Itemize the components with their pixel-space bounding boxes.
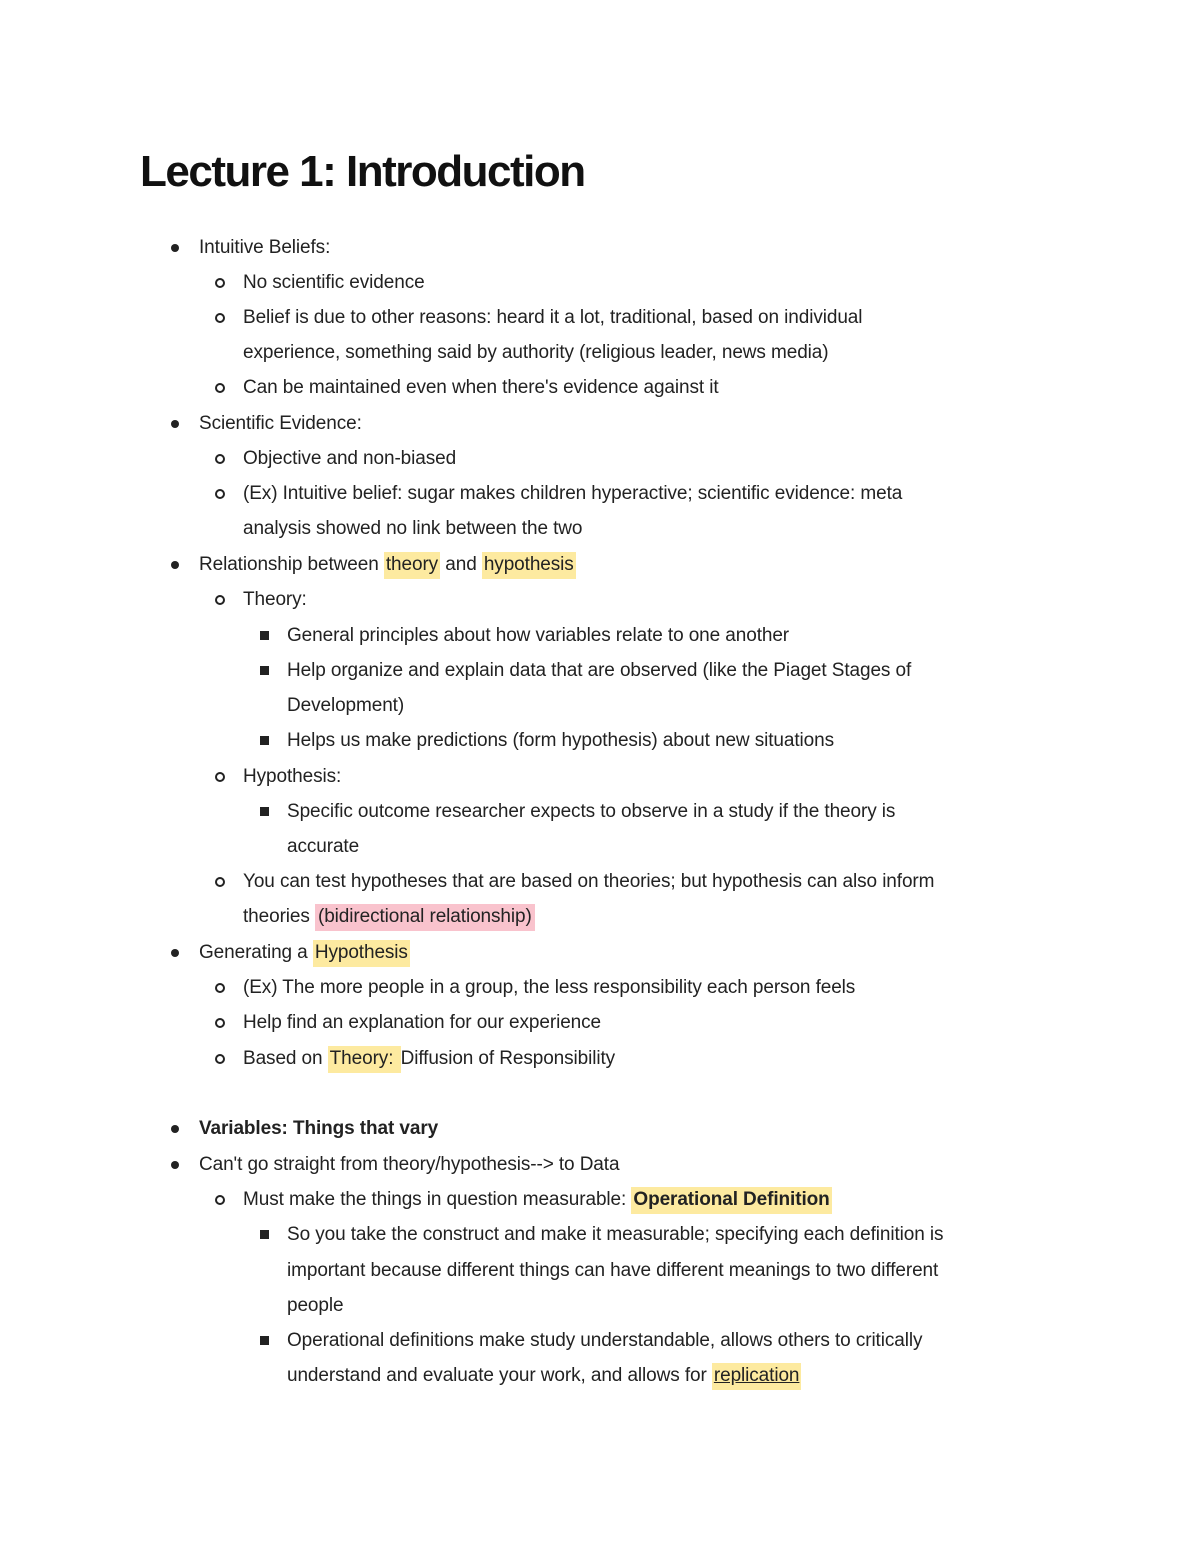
list-item: No scientific evidence — [243, 272, 425, 293]
list-item: Theory: — [243, 589, 307, 610]
circle-bullet-icon — [215, 454, 225, 464]
list-item: So you take the construct and make it measurable; specifying each definition is — [287, 1224, 944, 1245]
bullet-icon — [171, 1161, 179, 1169]
highlight-hypothesis: Hypothesis — [313, 940, 410, 967]
list-item: Objective and non-biased — [243, 448, 457, 469]
list-item: Variables: Things that vary — [199, 1118, 439, 1139]
square-bullet-icon — [260, 736, 269, 745]
square-bullet-icon — [260, 1336, 269, 1345]
list-item-continuation: Development) — [287, 695, 405, 716]
list-item: Help organize and explain data that are observed (like the Piaget Stages of — [287, 660, 912, 681]
square-bullet-icon — [260, 631, 269, 640]
list-item: Operational definitions make study understandable, allows others to critically — [287, 1330, 923, 1351]
square-bullet-icon — [260, 1230, 269, 1239]
list-item: Scientific Evidence: — [199, 413, 362, 434]
highlight-replication-link[interactable]: replication — [712, 1363, 802, 1390]
bullet-icon — [171, 1125, 179, 1133]
circle-bullet-icon — [215, 983, 225, 993]
list-item: Specific outcome researcher expects to observe in a study if the theory is — [287, 801, 896, 822]
list-item: (Ex) The more people in a group, the less responsibility each person feels — [243, 977, 856, 998]
page-title: Lecture 1: Introduction — [140, 147, 585, 196]
list-item-continuation — [287, 1358, 801, 1393]
circle-bullet-icon — [215, 595, 225, 605]
list-item: Help find an explanation for our experience — [243, 1012, 601, 1033]
list-item: Hypothesis: — [243, 766, 342, 787]
list-item-continuation: accurate — [287, 836, 360, 857]
list-item — [199, 547, 576, 582]
circle-bullet-icon — [215, 772, 225, 782]
text: understand and evaluate your work, and allows for — [287, 1365, 712, 1386]
text: Generating a — [199, 942, 313, 963]
text: Diffusion of Responsibility — [400, 1048, 616, 1069]
circle-bullet-icon — [215, 1195, 225, 1205]
text: Based on — [243, 1048, 328, 1069]
square-bullet-icon — [260, 666, 269, 675]
circle-bullet-icon — [215, 1018, 225, 1028]
text: Must make the things in question measurable: — [243, 1189, 632, 1210]
circle-bullet-icon — [215, 278, 225, 288]
list-item — [243, 1041, 615, 1076]
text: and — [440, 554, 482, 575]
circle-bullet-icon — [215, 489, 225, 499]
list-item: (Ex) Intuitive belief: sugar makes children hyperactive; scientific evidence: meta — [243, 483, 903, 504]
list-item-continuation: analysis showed no link between the two — [243, 518, 583, 539]
square-bullet-icon — [260, 807, 269, 816]
list-item: Intuitive Beliefs: — [199, 237, 331, 258]
highlight-theory: theory — [384, 552, 440, 579]
text: theories — [243, 906, 315, 927]
list-item: You can test hypotheses that are based on theories; but hypothesis can also inform — [243, 871, 935, 892]
highlight-hypothesis: hypothesis — [482, 552, 576, 579]
list-item: General principles about how variables relate to one another — [287, 625, 790, 646]
circle-bullet-icon — [215, 383, 225, 393]
bullet-icon — [171, 949, 179, 957]
highlight-bidirectional: (bidirectional relationship) — [315, 904, 535, 931]
circle-bullet-icon — [215, 313, 225, 323]
list-item-continuation: experience, something said by authority (religious leader, news media) — [243, 342, 829, 363]
bullet-icon — [171, 561, 179, 569]
text: Relationship between — [199, 554, 384, 575]
list-item: Helps us make predictions (form hypothesis) about new situations — [287, 730, 834, 751]
list-item-continuation — [243, 899, 535, 934]
list-item-continuation: important because different things can have different meanings to two different — [287, 1260, 939, 1281]
circle-bullet-icon — [215, 877, 225, 887]
list-item: Can't go straight from theory/hypothesis--> to Data — [199, 1154, 620, 1175]
bullet-icon — [171, 244, 179, 252]
bullet-icon — [171, 420, 179, 428]
highlight-theory: Theory: — [328, 1046, 401, 1073]
list-item: Belief is due to other reasons: heard it a lot, traditional, based on individual — [243, 307, 863, 328]
circle-bullet-icon — [215, 1054, 225, 1064]
list-item-continuation: people — [287, 1295, 344, 1316]
list-item — [243, 1182, 832, 1217]
list-item — [199, 935, 410, 970]
highlight-operational-definition: Operational Definition — [631, 1187, 831, 1214]
list-item: Can be maintained even when there's evidence against it — [243, 377, 719, 398]
